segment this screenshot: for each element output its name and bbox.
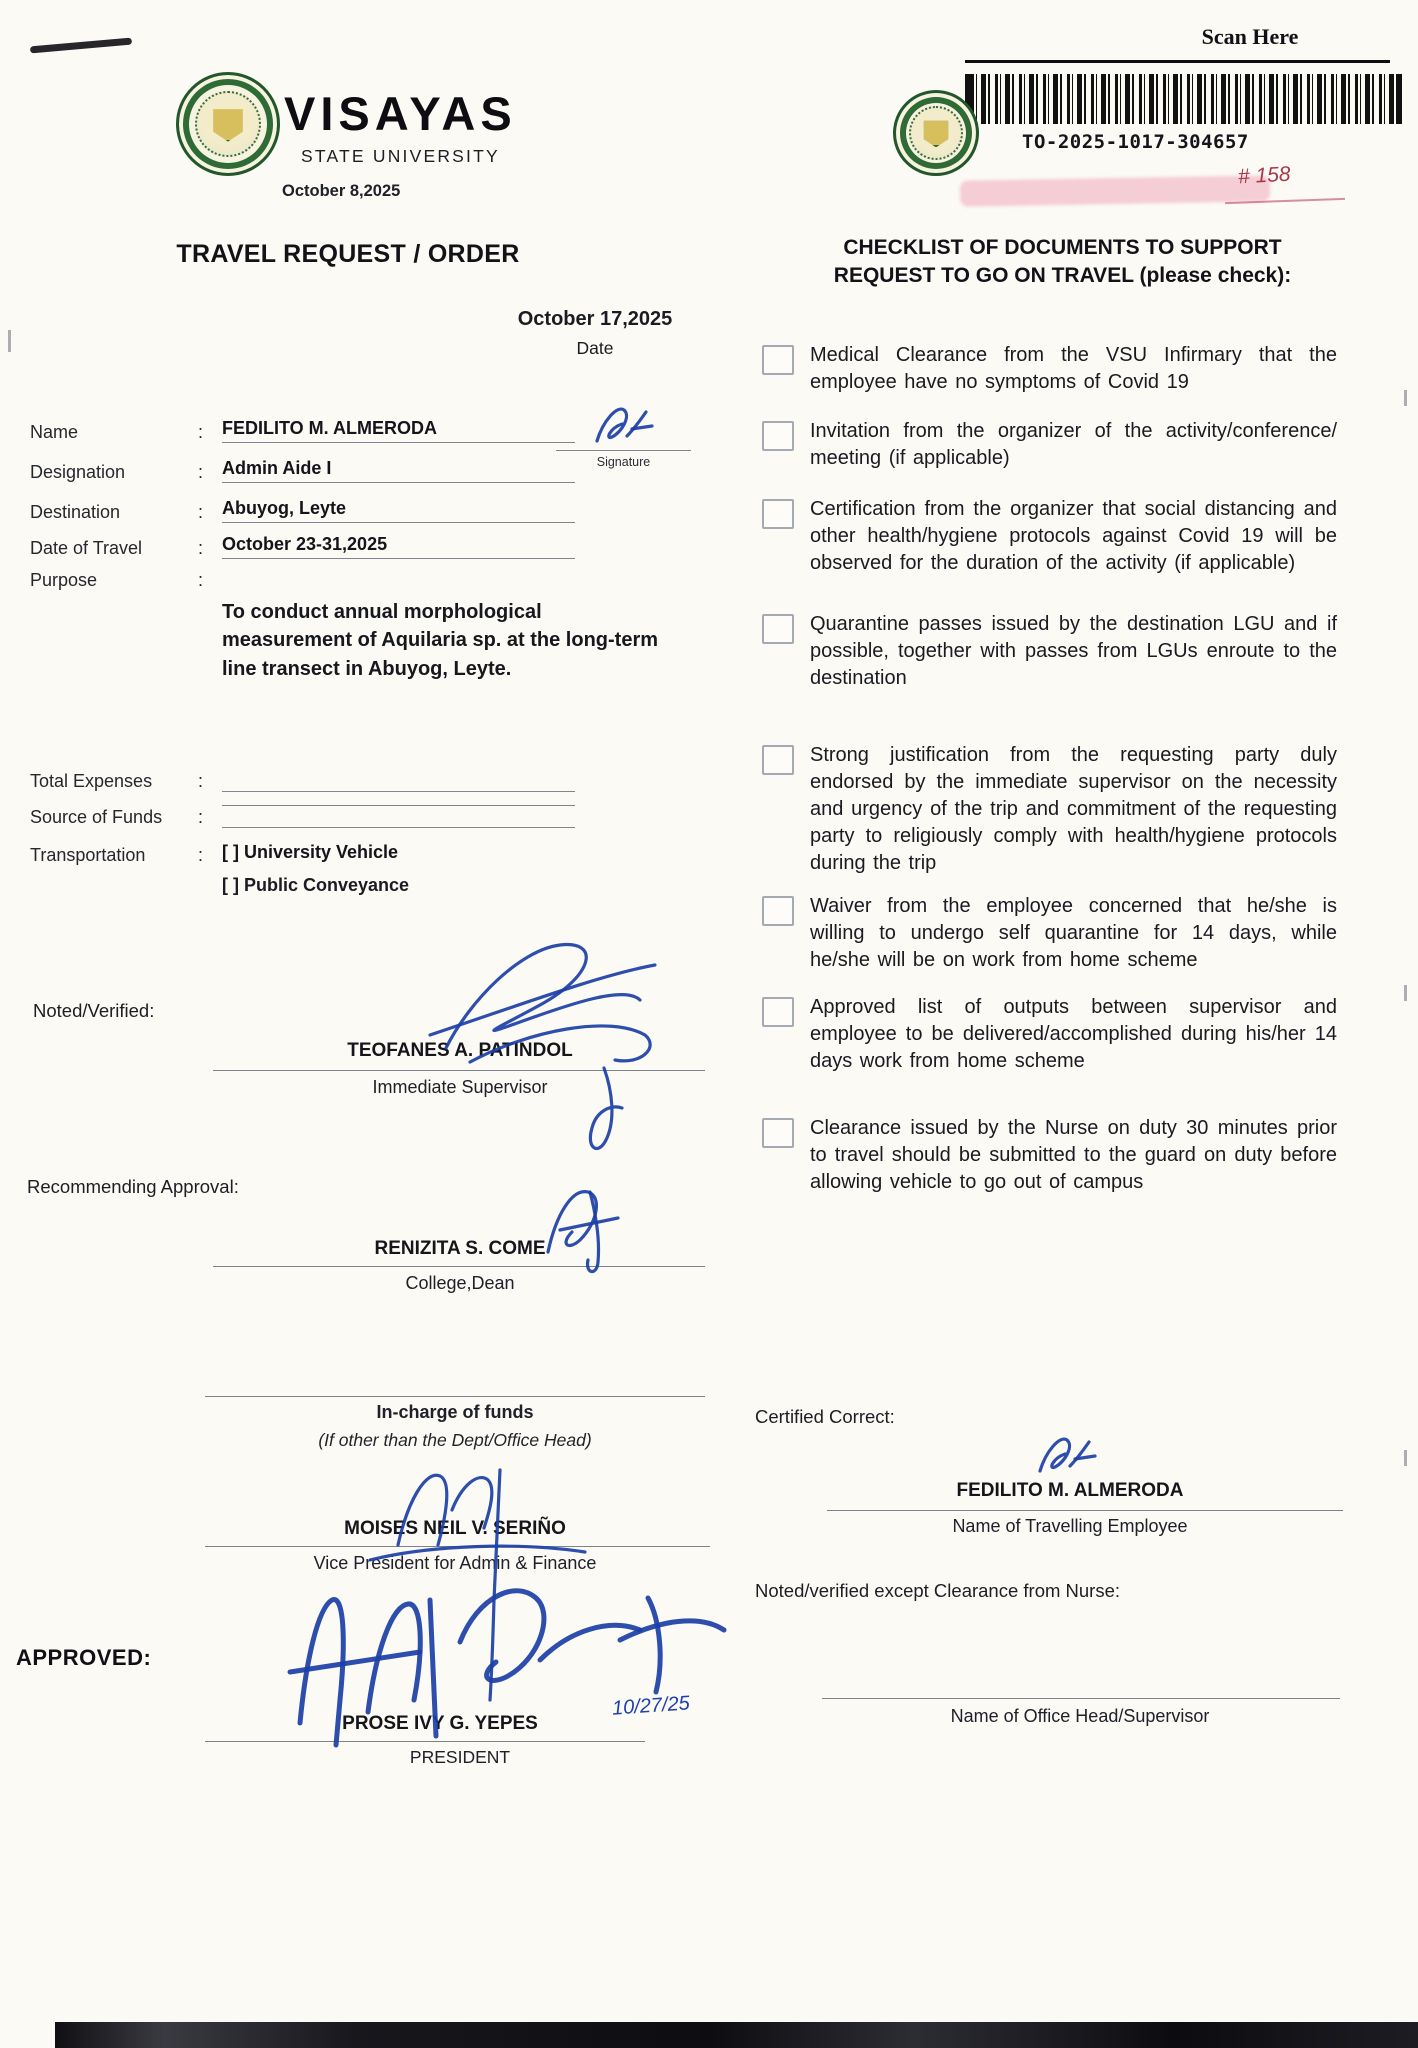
vsu-seal-small bbox=[893, 90, 979, 176]
tracking-number: TO-2025-1017-304657 bbox=[1022, 131, 1249, 153]
employee-initials-signature bbox=[597, 409, 652, 441]
field-row-name bbox=[30, 418, 575, 443]
source-of-funds-blank[interactable] bbox=[222, 824, 575, 828]
checklist-item bbox=[762, 496, 1337, 577]
field-colon: : bbox=[198, 502, 204, 522]
signature-line bbox=[556, 450, 691, 451]
checklist-item bbox=[762, 893, 1337, 974]
scan-artifact bbox=[1404, 390, 1407, 406]
vp-signature bbox=[370, 1470, 585, 1700]
employee-caption: Name of Travelling Employee bbox=[952, 1516, 1188, 1536]
field-value-designation: Admin Aide I bbox=[222, 458, 575, 483]
field-row-date-of-travel bbox=[30, 534, 575, 559]
checklist bbox=[762, 342, 1337, 1196]
checklist-item bbox=[762, 342, 1337, 396]
field-colon: : bbox=[198, 845, 204, 865]
scan-artifact bbox=[8, 330, 11, 352]
field-colon: : bbox=[198, 538, 204, 558]
field-colon: : bbox=[198, 570, 204, 590]
checklist-item bbox=[762, 611, 1337, 692]
checklist-item-text: Strong justification from the requesting party duly endorsed by the immediate supervisor on the necessity and urgency of the trip and commitment of the requesting party to religiously comply with health/hygiene protocols during the trip bbox=[810, 744, 1337, 874]
field-label: Source of Funds bbox=[30, 807, 163, 827]
pen-mark-artifact bbox=[30, 38, 132, 54]
supervisor-name: TEOFANES A. PATINDOL bbox=[347, 1040, 573, 1061]
supervisor-signature-line bbox=[213, 1070, 705, 1071]
field-label: Destination bbox=[30, 502, 121, 522]
vsu-seal-logo bbox=[176, 72, 280, 176]
checklist-item-text: Waiver from the employee concerned that he/she is willing to undergo self quarantine for 14 days, while he/she will be on work from home scheme bbox=[810, 895, 1337, 971]
office-head-caption: Name of Office Head/Supervisor bbox=[950, 1706, 1210, 1726]
incharge-signature-line bbox=[205, 1396, 705, 1397]
scan-artifact bbox=[1404, 1450, 1407, 1466]
barcode bbox=[965, 74, 1402, 124]
field-label: Purpose bbox=[30, 570, 98, 590]
field-row-purpose bbox=[30, 570, 575, 591]
incharge-of-funds-label: In-charge of funds bbox=[376, 1402, 534, 1422]
field-row-source-of-funds bbox=[30, 807, 575, 828]
certified-correct-label: Certified Correct: bbox=[755, 1406, 895, 1427]
checklist-checkbox[interactable] bbox=[762, 421, 794, 451]
checklist-title-line1: CHECKLIST OF DOCUMENTS TO SUPPORT bbox=[843, 236, 1282, 259]
request-date-value: October 17,2025 bbox=[517, 308, 673, 330]
checklist-item-text: Invitation from the organizer of the activity/conference/ meeting (if applicable) bbox=[810, 420, 1337, 469]
president-title: PRESIDENT bbox=[409, 1747, 511, 1767]
field-colon: : bbox=[198, 807, 204, 827]
field-colon: : bbox=[198, 422, 204, 442]
scan-here-label: Scan Here bbox=[1201, 24, 1299, 49]
vp-name: MOISES NEIL V. SERIÑO bbox=[344, 1518, 566, 1539]
checklist-checkbox[interactable] bbox=[762, 614, 794, 644]
total-expenses-blank[interactable] bbox=[222, 788, 575, 792]
field-value-name: FEDILITO M. ALMERODA bbox=[222, 418, 575, 443]
field-label: Designation bbox=[30, 462, 126, 482]
dean-title: College,Dean bbox=[405, 1273, 515, 1293]
university-wordmark: VISAYAS bbox=[284, 87, 517, 140]
purpose-text: To conduct annual morphological measurement of Aquilaria sp. at the long-term line transect in Abuyog, Leyte. bbox=[222, 601, 659, 680]
field-row-destination bbox=[30, 498, 575, 523]
president-signature-line bbox=[205, 1741, 645, 1742]
office-head-signature-line bbox=[822, 1698, 1340, 1699]
document-title: TRAVEL REQUEST / ORDER bbox=[176, 240, 520, 268]
checklist-item bbox=[762, 1115, 1337, 1196]
checklist-checkbox[interactable] bbox=[762, 345, 794, 375]
field-value-date-of-travel: October 23-31,2025 bbox=[222, 534, 575, 559]
checklist-checkbox[interactable] bbox=[762, 997, 794, 1027]
pink-highlighter-smudge bbox=[960, 175, 1270, 206]
field-colon: : bbox=[198, 462, 204, 482]
handwritten-approval-date: 10/27/25 bbox=[611, 1692, 691, 1720]
incharge-note: (If other than the Dept/Office Head) bbox=[318, 1430, 592, 1450]
noted-verified-label: Noted/Verified: bbox=[33, 1000, 155, 1021]
field-label: Transportation bbox=[30, 845, 146, 865]
transportation-option-university-vehicle[interactable]: [ ] University Vehicle bbox=[222, 842, 399, 862]
dean-name: RENIZITA S. COME bbox=[374, 1238, 546, 1259]
field-colon: : bbox=[198, 771, 204, 791]
checklist-item bbox=[762, 742, 1337, 877]
field-row-designation bbox=[30, 458, 575, 483]
checklist-title-line2: REQUEST TO GO ON TRAVEL (please check): bbox=[833, 264, 1292, 287]
field-value-purpose bbox=[222, 588, 575, 591]
employee-initials-signature-certified bbox=[1040, 1439, 1095, 1471]
checklist-item-text: Quarantine passes issued by the destination LGU and if possible, together with passes from LGUs enroute to the destination bbox=[810, 613, 1337, 689]
checklist-checkbox[interactable] bbox=[762, 499, 794, 529]
checklist-item-text: Medical Clearance from the VSU Infirmary that the employee have no symptoms of Covid 19 bbox=[810, 344, 1337, 393]
field-row-total-expenses bbox=[30, 771, 575, 792]
barcode-top-rule bbox=[965, 60, 1390, 63]
recommending-approval-label: Recommending Approval: bbox=[27, 1176, 239, 1197]
vp-signature-line bbox=[205, 1546, 710, 1547]
blank-line[interactable] bbox=[222, 805, 575, 806]
field-label: Date of Travel bbox=[30, 538, 143, 558]
field-label: Name bbox=[30, 422, 79, 442]
noted-except-label: Noted/verified except Clearance from Nurse: bbox=[755, 1580, 1121, 1601]
checklist-checkbox[interactable] bbox=[762, 1118, 794, 1148]
checklist-item bbox=[762, 994, 1337, 1075]
employee-signature-line bbox=[827, 1510, 1343, 1511]
signature-caption: Signature bbox=[596, 455, 651, 469]
travelling-employee-name: FEDILITO M. ALMERODA bbox=[956, 1480, 1184, 1501]
checklist-checkbox[interactable] bbox=[762, 896, 794, 926]
supervisor-title: Immediate Supervisor bbox=[372, 1077, 548, 1097]
vp-title: Vice President for Admin & Finance bbox=[313, 1553, 597, 1573]
scan-edge-bar bbox=[55, 2022, 1418, 2048]
field-row-transportation bbox=[30, 842, 575, 866]
checklist-checkbox[interactable] bbox=[762, 745, 794, 775]
received-date-stamp: October 8,2025 bbox=[282, 182, 401, 200]
checklist-item-text: Approved list of outputs between supervisor and employee to be delivered/accomplished during his/her 14 days work from home scheme bbox=[810, 996, 1337, 1072]
university-subtitle: STATE UNIVERSITY bbox=[301, 146, 500, 166]
transportation-option-public-conveyance[interactable]: [ ] Public Conveyance bbox=[222, 875, 410, 895]
checklist-item bbox=[762, 418, 1337, 472]
approved-label: APPROVED: bbox=[16, 1645, 152, 1670]
field-value-destination: Abuyog, Leyte bbox=[222, 498, 575, 523]
scan-artifact bbox=[1404, 985, 1407, 1001]
checklist-item-text: Certification from the organizer that social distancing and other health/hygiene protocols against Covid 19 will be observed for the duration of the activity (if applicable) bbox=[810, 498, 1337, 574]
dean-signature-line bbox=[213, 1266, 705, 1267]
handwritten-note: # 158 bbox=[1237, 162, 1292, 189]
field-label: Total Expenses bbox=[30, 771, 153, 791]
president-name: PROSE IVY G. YEPES bbox=[342, 1713, 538, 1734]
checklist-item-text: Clearance issued by the Nurse on duty 30 minutes prior to travel should be submitted to the guard on duty before allowing vehicle to go out of campus bbox=[810, 1117, 1337, 1193]
request-date-caption: Date bbox=[576, 338, 614, 358]
